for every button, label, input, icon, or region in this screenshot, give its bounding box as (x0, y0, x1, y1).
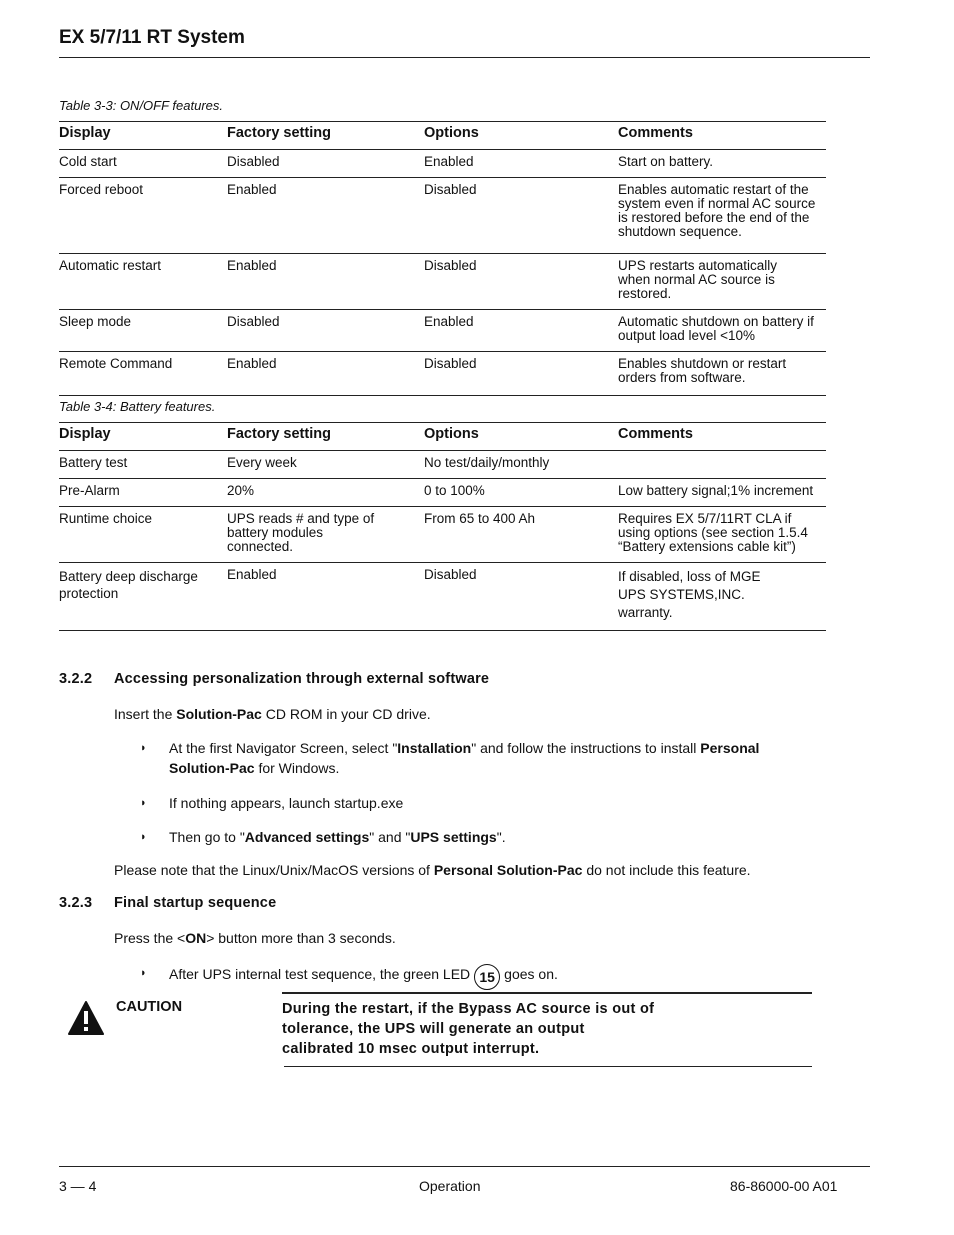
text: At the first Navigator Screen, select " (169, 740, 398, 756)
table-cell: Disabled (424, 178, 618, 254)
text: Press the < (114, 930, 186, 946)
table-cell: Runtime choice (59, 507, 227, 563)
caution-line: tolerance, the UPS will generate an output (282, 1021, 585, 1037)
page-header-title: EX 5/7/11 RT System (59, 27, 245, 48)
table-cell: Disabled (424, 352, 618, 396)
bullet-item (169, 827, 506, 847)
table-row (59, 310, 826, 352)
table-cell: Enabled (424, 310, 618, 352)
column-header: Options (424, 122, 618, 150)
table-cell: Start on battery. (618, 150, 826, 178)
section-heading-323 (59, 895, 276, 911)
document-number: 86-86000-00 A01 (730, 1178, 838, 1194)
table-cell: Disabled (227, 150, 424, 178)
table-row (59, 507, 826, 563)
text: do not include this feature. (582, 862, 751, 878)
led-number-badge: 15 (474, 964, 500, 990)
table2-caption: Table 3-4: Battery features. (59, 399, 216, 414)
table-cell: No test/daily/monthly (424, 451, 618, 479)
column-header: Display (59, 423, 227, 451)
bullet-arrow-icon: ◗ (140, 831, 147, 843)
table-cell: Disabled (424, 254, 618, 310)
footer-section: Operation (419, 1178, 481, 1194)
text: ". (496, 829, 506, 845)
page-number: 3 — 4 (59, 1178, 97, 1194)
table-cell: Enables automatic restart of the system even if normal AC source is restored before the end of the shutdown sequence. (618, 178, 826, 254)
warning-triangle-icon (67, 1000, 105, 1036)
table-cell: Low battery signal;1% increment (618, 479, 826, 507)
table-cell: Enables shutdown or restart orders from software. (618, 352, 826, 396)
caution-text (282, 999, 654, 1059)
text-bold: Personal Solution-Pac (433, 862, 583, 878)
table-cell: Cold start (59, 150, 227, 178)
bullet-arrow-icon: ◗ (140, 967, 147, 979)
text: " and follow the instructions to install (471, 740, 701, 756)
table-cell: Enabled (227, 563, 424, 631)
table-row (59, 479, 826, 507)
section-title: Accessing personalization through external software (114, 671, 490, 687)
table-cell: Sleep mode (59, 310, 227, 352)
column-header: Factory setting (227, 423, 424, 451)
bullet-item (169, 961, 558, 990)
column-header: Options (424, 423, 618, 451)
column-header: Factory setting (227, 122, 424, 150)
startup-paragraph (114, 930, 396, 946)
table-cell: If disabled, loss of MGE UPS SYSTEMS,INC. warranty. (618, 563, 826, 631)
header-rule (59, 57, 870, 58)
column-header: Comments (618, 423, 826, 451)
caution-label: CAUTION (116, 999, 183, 1015)
table-row (59, 352, 826, 396)
bullet-item (169, 738, 809, 778)
text-bold: Installation (397, 740, 472, 756)
table-row (59, 254, 826, 310)
note-paragraph (114, 862, 751, 878)
text-bold: Solution-Pac (169, 760, 255, 776)
table-cell: Every week (227, 451, 424, 479)
table-cell: From 65 to 400 Ah (424, 507, 618, 563)
intro-paragraph (114, 706, 431, 722)
bullet-arrow-icon: ◗ (140, 742, 147, 754)
table-cell: Enabled (227, 352, 424, 396)
battery-features-table (59, 422, 826, 631)
text: goes on. (504, 966, 558, 982)
text: " and " (369, 829, 411, 845)
table-row (59, 451, 826, 479)
table-cell: Battery test (59, 451, 227, 479)
caution-bottom-rule (284, 1066, 812, 1067)
table-cell: Disabled (227, 310, 424, 352)
caution-line: calibrated 10 msec output interrupt. (282, 1041, 540, 1057)
text-bold: ON (185, 930, 207, 946)
caution-top-rule (282, 992, 812, 994)
table-row (59, 178, 826, 254)
table1-caption: Table 3-3: ON/OFF features. (59, 98, 224, 113)
text: After UPS internal test sequence, the green LED (169, 966, 471, 982)
section-title: Final startup sequence (114, 895, 277, 911)
section-number: 3.2.2 (59, 671, 93, 687)
footer-rule (59, 1166, 870, 1167)
table-cell: Disabled (424, 563, 618, 631)
table-cell: Pre-Alarm (59, 479, 227, 507)
text: Then go to " (169, 829, 245, 845)
text-bold: Personal (700, 740, 760, 756)
table-row (59, 150, 826, 178)
table-cell: Enabled (227, 178, 424, 254)
text-bold: Advanced settings (244, 829, 370, 845)
caution-line: During the restart, if the Bypass AC source is out of (282, 1001, 655, 1017)
table-row (59, 563, 826, 631)
table-cell: Enabled (227, 254, 424, 310)
text: Please note that the Linux/Unix/MacOS versions of (114, 862, 434, 878)
table-cell: Battery deep discharge protection (59, 563, 227, 631)
column-header: Comments (618, 122, 826, 150)
text: Insert the (114, 706, 177, 722)
table-cell: UPS reads # and type of battery modules connected. (227, 507, 424, 563)
onoff-features-table (59, 121, 826, 396)
table-cell: 20% (227, 479, 424, 507)
text: CD ROM in your CD drive. (261, 706, 431, 722)
table-cell: UPS restarts automatically when normal AC source is restored. (618, 254, 826, 310)
text: > button more than 3 seconds. (206, 930, 396, 946)
table-cell: Enabled (424, 150, 618, 178)
table-cell: 0 to 100% (424, 479, 618, 507)
table-cell: Requires EX 5/7/11RT CLA if using options (see section 1.5.4 “Battery extensions cable kit”) (618, 507, 826, 563)
bullet-arrow-icon: ◗ (140, 797, 147, 809)
text-bold: Solution-Pac (176, 706, 262, 722)
table-cell: Automatic shutdown on battery if output load level <10% (618, 310, 826, 352)
text: for Windows. (254, 760, 340, 776)
table-cell: Forced reboot (59, 178, 227, 254)
section-number: 3.2.3 (59, 895, 93, 911)
bullet-item: If nothing appears, launch startup.exe (169, 795, 404, 811)
table-cell: Remote Command (59, 352, 227, 396)
text-bold: UPS settings (410, 829, 497, 845)
table-cell (618, 451, 826, 479)
column-header: Display (59, 122, 227, 150)
section-heading-322 (59, 671, 489, 687)
table-cell: Automatic restart (59, 254, 227, 310)
